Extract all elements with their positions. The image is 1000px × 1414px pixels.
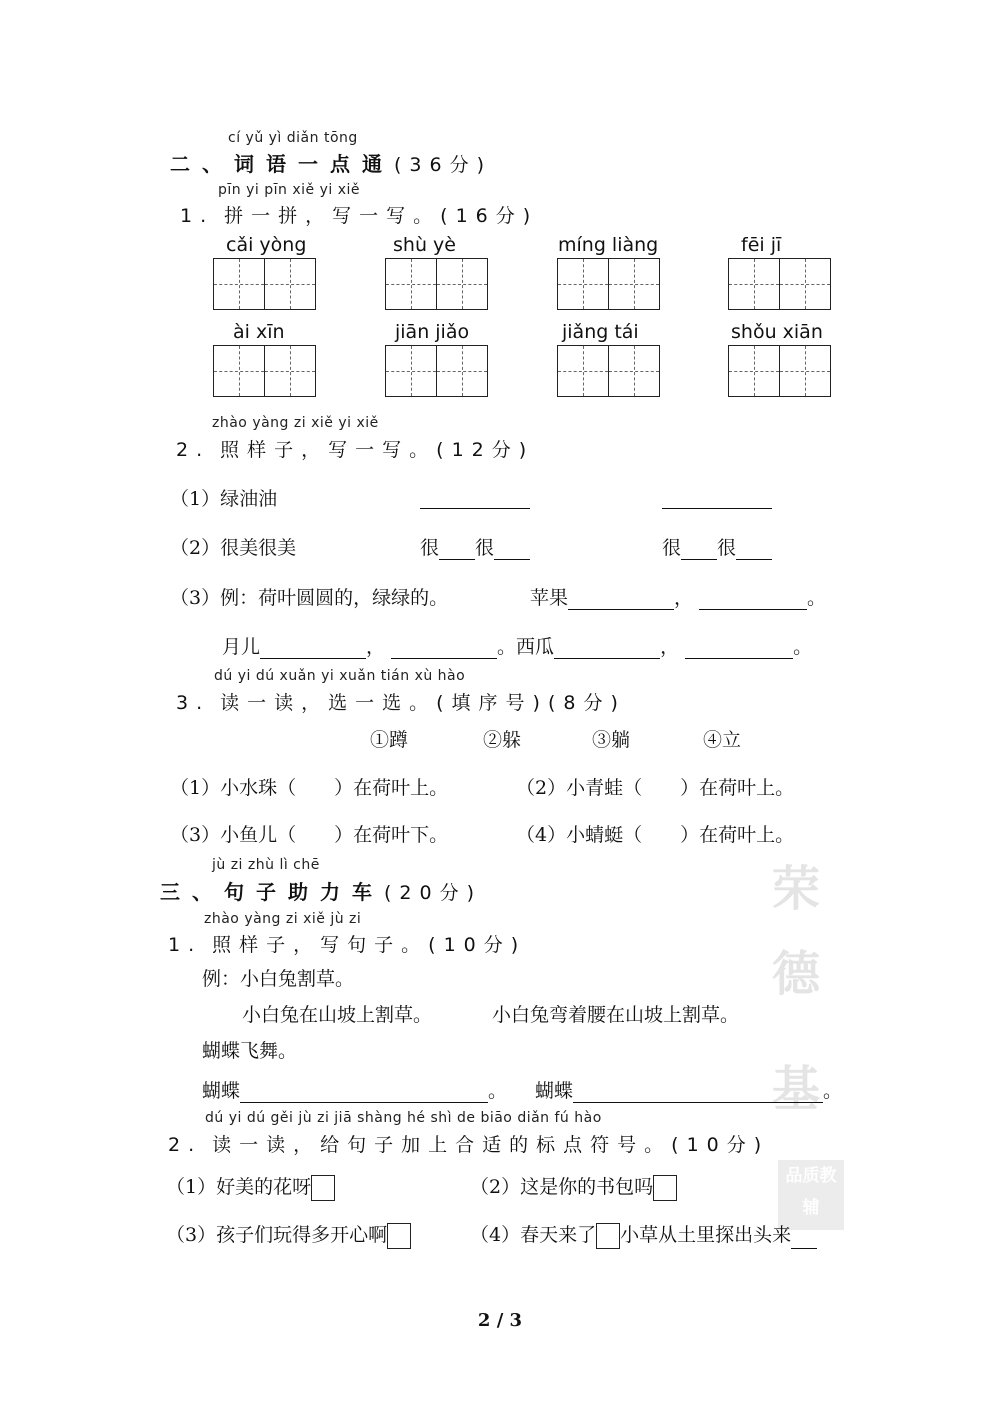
writing-grid[interactable] [213,258,314,310]
word-pinyin: jiān jiǎo [395,321,470,343]
answer-line[interactable] [699,591,807,610]
answer-line[interactable] [260,640,366,659]
q5-score: (10分) [671,1134,770,1156]
q2-pinyin: zhào yàng zi xiě yi xiě [212,415,379,431]
q2-item2: （2）很美很美 [170,537,297,559]
q4-example: 例：小白兔割草。 [202,968,355,990]
q3-sentence: （1）小水珠（ ）在荷叶上。 [170,777,449,799]
q5-item-1: （1）好美的花呀 [166,1172,335,1201]
q2-item3-apple: 苹果 ， 。 [530,587,827,609]
q2-item1: （1）绿油油 [170,488,278,510]
section2-score: (36分) [394,154,493,176]
punctuation-box[interactable] [596,1223,620,1249]
word-pinyin: fēi jī [741,234,782,256]
q3-title: 读一读，选一选。(填序号) [220,692,548,714]
q4-example-1: 小白兔在山坡上割草。 [242,1004,433,1026]
section2-title: 二、词语一点通 [170,152,394,176]
section2-pinyin: cí yǔ yì diǎn tōng [228,130,358,146]
writing-grid[interactable] [728,258,829,310]
watermark-char: 荣 [772,861,821,917]
word-pinyin: cǎi yòng [226,234,307,256]
q3-heading [176,688,626,715]
watermark-badge: 品质教辅 [778,1160,844,1230]
q1-pinyin: pīn yi pīn xiě yi xiě [218,182,360,198]
writing-grid[interactable] [557,345,658,397]
word-pinyin: shǒu xiān [731,321,823,343]
q2-score: (12分) [436,439,535,461]
q1-score: (16分) [440,205,539,227]
q2-item3-moon: 月儿 ， 。西瓜 ， 。 [222,636,813,658]
q2-title: 照样子，写一写。 [220,439,437,461]
q2-number: 2. [176,439,211,461]
q1-number: 1. [180,205,215,227]
answer-line[interactable] [736,541,772,560]
q5-item-4: （4）春天来了 小草从土里探出头来 [470,1220,817,1249]
q4-prompt: 蝴蝶飞舞。 [202,1040,298,1062]
q3-number: 3. [176,692,211,714]
q1-heading [180,201,538,228]
q4-score: (10分) [428,934,527,956]
answer-line[interactable] [391,640,497,659]
option: ①蹲 [370,729,409,751]
answer-line[interactable] [439,541,475,560]
answer-line[interactable] [662,490,772,509]
section3-title: 三、句子助力车 [160,880,384,904]
q5-title: 读一读，给句子加上合适的标点符号。 [212,1134,672,1156]
answer-line[interactable] [573,1084,823,1103]
answer-line[interactable] [494,541,530,560]
q5-heading [168,1130,769,1157]
q2-item3-example: （3）例：荷叶圆圆的，绿绿的。 [170,587,449,609]
writing-grid[interactable] [385,345,486,397]
q4-example-2: 小白兔弯着腰在山坡上割草。 [492,1004,740,1026]
writing-grid[interactable] [557,258,658,310]
option: ④立 [703,729,742,751]
q2-heading [176,435,534,462]
option: ③躺 [592,729,631,751]
q2-item2-blank: 很 很 [662,533,772,560]
section3-score: (20分) [384,882,483,904]
q5-item-2: （2）这是你的书包吗 [470,1172,677,1201]
watermark-char: 德 [772,946,821,1002]
punctuation-box[interactable] [311,1175,335,1201]
q3-sentence: （4）小蜻蜓（ ）在荷叶上。 [516,824,795,846]
q4-pinyin: zhào yàng zi xiě jù zi [204,911,362,927]
watermark-char: 基 [772,1061,821,1117]
punctuation-box[interactable] [387,1223,411,1249]
answer-line[interactable] [568,591,674,610]
q4-answer-1: 蝴蝶 。 [202,1080,508,1102]
option: ②躲 [483,729,522,751]
section3-heading [160,876,482,905]
answer-line[interactable] [681,541,717,560]
punctuation-box[interactable] [653,1175,677,1201]
q2-item2-blank: 很 很 [420,533,530,560]
answer-line[interactable] [420,490,530,509]
section2-heading [170,148,492,177]
q3-sentence: （2）小青蛙（ ）在荷叶上。 [516,777,795,799]
q4-title: 照样子，写句子。 [212,934,429,956]
q4-number: 1. [168,934,203,956]
answer-line[interactable] [791,1230,817,1249]
writing-grid[interactable] [213,345,314,397]
q5-number: 2. [168,1134,203,1156]
q3-score: (8分) [547,692,626,714]
section3-pinyin: jù zi zhù lì chē [212,857,320,873]
q4-heading [168,930,526,957]
writing-grid[interactable] [385,258,486,310]
q1-title: 拼一拼，写一写。 [224,205,441,227]
word-pinyin: shù yè [393,234,456,256]
word-pinyin: míng liàng [558,234,659,256]
answer-line[interactable] [240,1084,488,1103]
q3-sentence: （3）小鱼儿（ ）在荷叶下。 [170,824,449,846]
q4-answer-2: 蝴蝶 。 [535,1080,843,1102]
page-number: 2 / 3 [477,1310,523,1331]
word-pinyin: ài xīn [233,321,285,343]
writing-grid[interactable] [728,345,829,397]
q5-pinyin: dú yi dú gěi jù zi jiā shàng hé shì de biāo diǎn fú hào [205,1110,602,1126]
q5-item-3: （3）孩子们玩得多开心啊 [166,1220,411,1249]
word-pinyin: jiǎng tái [562,321,639,343]
answer-line[interactable] [554,640,660,659]
q3-pinyin: dú yi dú xuǎn yi xuǎn tián xù hào [214,668,466,684]
answer-line[interactable] [685,640,793,659]
